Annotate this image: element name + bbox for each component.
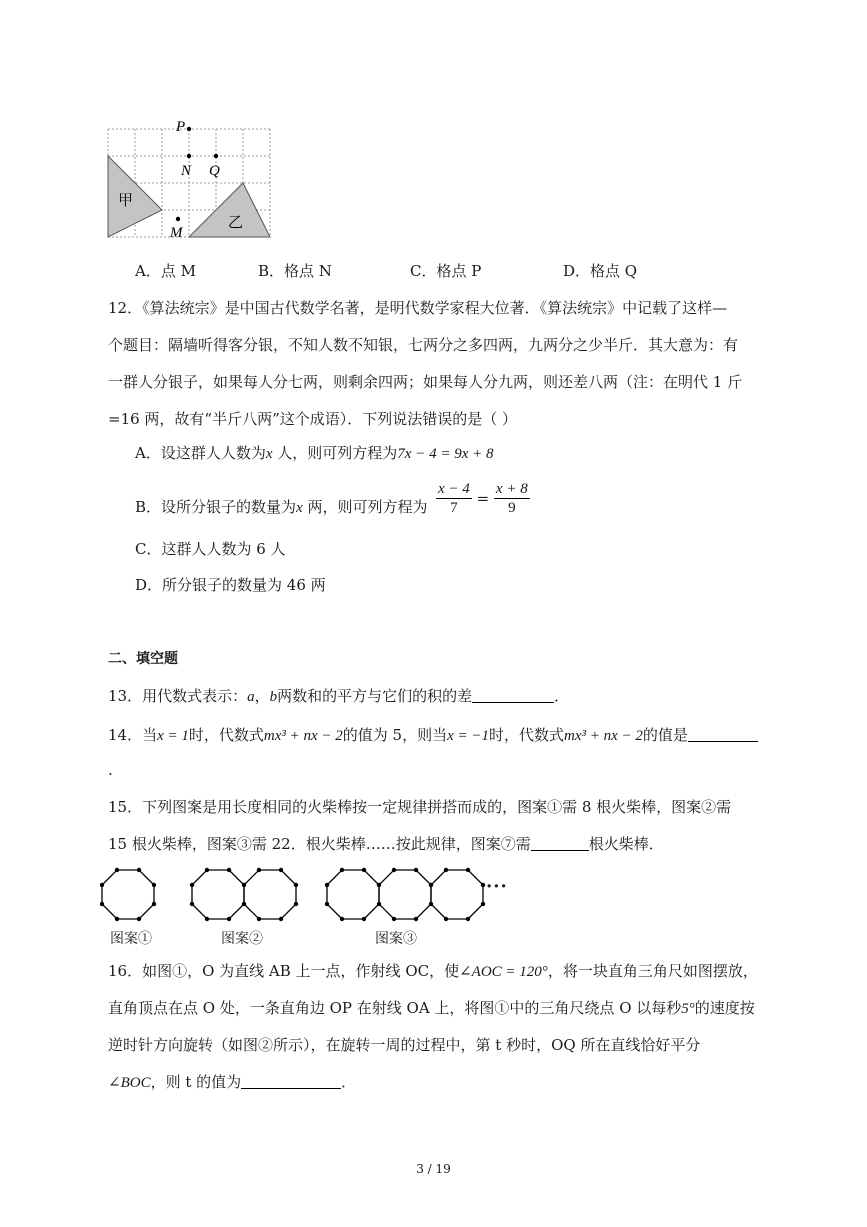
section-title: 二、填空题 — [108, 651, 178, 667]
q14-e2: mx³ + nx − 2 — [564, 728, 643, 744]
q15-line-1: 15．下列图案是用长度相同的火柴棒按一定规律拼搭而成的，图案①需 8 根火柴棒，图案②需 — [108, 798, 732, 816]
q15-line-2 — [108, 834, 664, 854]
q14-e1: mx³ + nx − 2 — [263, 728, 343, 744]
pattern-1 — [102, 870, 154, 919]
label-n: N — [181, 163, 192, 179]
vertex-dot — [100, 883, 104, 887]
vertex-dot — [429, 902, 433, 906]
fraction-left — [436, 480, 472, 517]
point-n — [187, 154, 191, 158]
q16-angle-aoc: ∠AOC = 120° — [459, 964, 548, 980]
vertex-dot — [257, 868, 261, 872]
q12-line-3: 一群人分银子，如果每人分七两，则剩余四两；如果每人分九两，则还差八两（注：在明代 1 斤 — [108, 373, 743, 391]
vertex-dot — [377, 902, 381, 906]
label-q: Q — [209, 163, 220, 179]
q13 — [108, 686, 569, 707]
q12-option-a-var: x — [265, 446, 273, 462]
point-m — [176, 217, 180, 221]
q15-line-2b: 根火柴棒． — [588, 835, 664, 853]
vertex-dot — [190, 902, 194, 906]
q16-line-2 — [108, 998, 755, 1019]
q16-line-4 — [108, 1072, 356, 1093]
label-m: M — [170, 225, 183, 241]
vertex-dot — [481, 902, 485, 906]
vertex-dot — [137, 917, 141, 921]
pattern-3 — [327, 870, 483, 919]
vertex-dot — [466, 868, 470, 872]
vertex-dot — [392, 868, 396, 872]
vertex-dot — [481, 883, 485, 887]
vertex-dot — [294, 883, 298, 887]
vertex-dot — [205, 917, 209, 921]
q14-answer-blank[interactable] — [688, 726, 758, 742]
vertex-dot — [227, 868, 231, 872]
q12-option-b-equation — [436, 480, 530, 517]
q14-c2: x = −1 — [447, 728, 489, 744]
vertex-dot — [362, 868, 366, 872]
label-jia: 甲 — [118, 193, 134, 209]
q16-line-3: 逆时针方向旋转（如图②所示），在旋转一周的过程中，第 t 秒时，OQ 所在直线恰好平分 — [108, 1036, 701, 1054]
vertex-dot — [377, 883, 381, 887]
page-number: 3 / 19 — [416, 1162, 451, 1176]
vertex-dot — [205, 868, 209, 872]
vertex-dot — [242, 883, 246, 887]
q11-option-b: B．格点 N — [258, 262, 332, 280]
vertex-dot — [227, 917, 231, 921]
vertex-dot — [279, 868, 283, 872]
q12-option-a-equation: 7x − 4 = 9x + 8 — [397, 446, 494, 462]
q16-angle-boc: ∠BOC — [108, 1075, 151, 1091]
q12-option-a — [135, 443, 493, 464]
triangle-jia — [108, 156, 162, 237]
q12-line-2: 个题目：隔墙听得客分银，不知人数不知银，七两分之多四两，九两分之少半斤．其大意为：有 — [108, 336, 739, 354]
vertex-dot — [325, 883, 329, 887]
patterns-ellipsis: ··· — [486, 876, 508, 897]
pattern-2 — [192, 870, 296, 919]
fraction-right — [494, 480, 530, 517]
pattern-dots — [100, 868, 485, 921]
point-q — [214, 154, 218, 158]
vertex-dot — [414, 868, 418, 872]
q14-t4: 时，代数式 — [489, 726, 565, 744]
vertex-dot — [466, 917, 470, 921]
q16-line-1 — [108, 961, 758, 982]
q11-option-c: C．格点 P — [410, 262, 482, 280]
q12-line-4: =16 两，故有“半斤八两”这个成语）．下列说法错误的是（ ） — [108, 410, 518, 428]
q16-l1b: O 为直线 AB 上一点，作射线 OC，使 — [202, 962, 460, 980]
vertex-dot — [257, 917, 261, 921]
caption-pattern-1: 图案① — [110, 931, 152, 947]
q12-option-c: C．这群人人数为 6 人 — [135, 540, 286, 558]
vertex-dot — [362, 917, 366, 921]
vertex-dot — [444, 868, 448, 872]
vertex-dot — [340, 917, 344, 921]
q15-answer-blank[interactable] — [531, 835, 589, 851]
q12-option-b-mid: 两，则可列方程为 — [302, 498, 428, 516]
q14-t5: 的值是 — [642, 726, 688, 744]
label-yi: 乙 — [228, 215, 244, 231]
q11-option-d: D．格点 Q — [563, 262, 638, 280]
fraction-right-den: 9 — [508, 500, 516, 516]
vertex-dot — [242, 902, 246, 906]
vertex-dot — [115, 868, 119, 872]
vertex-dot — [429, 883, 433, 887]
grid-figure — [100, 112, 280, 247]
vertex-dot — [325, 902, 329, 906]
q16-l2end: 的速度按 — [694, 999, 755, 1017]
vertex-dot — [444, 917, 448, 921]
q12-option-a-text: A．设这群人人数为 — [135, 444, 266, 462]
q12-line-1: 12．《算法统宗》是中国古代数学名著，是明代数学家程大位著．《算法统宗》中记载了这样— — [108, 299, 728, 317]
vertex-dot — [152, 902, 156, 906]
vertex-dot — [294, 902, 298, 906]
vertex-dot — [152, 883, 156, 887]
q14-end: . — [108, 761, 113, 779]
q13-post: 两数和的平方与它们的积的差 — [277, 687, 473, 705]
caption-pattern-2: 图案② — [221, 931, 263, 947]
q12-option-a-mid: 人，则可列方程为 — [272, 444, 398, 462]
q13-a: a — [247, 689, 255, 705]
q13-pre: 13．用代数式表示： — [108, 687, 248, 705]
q13-sep: ， — [254, 687, 270, 705]
q16-l4end: ． — [341, 1073, 357, 1091]
q13-answer-blank[interactable] — [472, 687, 554, 703]
equals-sign: = — [476, 489, 490, 508]
fraction-left-den: 7 — [450, 500, 458, 516]
vertex-dot — [279, 917, 283, 921]
q13-b: b — [269, 689, 278, 705]
vertex-dot — [100, 902, 104, 906]
q12-option-b-text: B．设所分银子的数量为 — [135, 498, 297, 516]
vertex-dot — [392, 917, 396, 921]
fraction-left-num: x − 4 — [438, 481, 470, 497]
point-p — [187, 127, 191, 131]
q16-l4b: ，则 t 的值为 — [150, 1073, 242, 1091]
q16-degree: 5° — [681, 1001, 695, 1017]
q12-option-b — [135, 497, 427, 518]
vertex-dot — [414, 917, 418, 921]
fraction-right-num: x + 8 — [495, 481, 528, 497]
vertex-dot — [190, 883, 194, 887]
q16-l1d: ，将一块直角三角尺如图摆放， — [547, 962, 758, 980]
vertex-dot — [137, 868, 141, 872]
q14-t1: 14．当 — [108, 726, 158, 744]
q16-l2: 直角顶点在点 O 处，一条直角边 OP 在射线 OA 上，将图①中的三角尺绕点 O 以每秒 — [108, 999, 682, 1017]
q14-t3: 的值为 5，则当 — [342, 726, 448, 744]
vertex-dot — [115, 917, 119, 921]
caption-pattern-3: 图案③ — [375, 931, 417, 947]
q16-answer-blank[interactable] — [241, 1073, 341, 1089]
q11-option-a: A．点 M — [135, 262, 196, 280]
q14 — [108, 725, 758, 746]
q13-end: ． — [554, 687, 570, 705]
vertex-dot — [340, 868, 344, 872]
q15-line-2a: 15 根火柴棒，图案③需 22．根火柴棒……按此规律，图案⑦需 — [108, 835, 531, 853]
q12-option-d: D．所分银子的数量为 46 两 — [135, 576, 326, 594]
q12-option-b-var: x — [296, 500, 303, 516]
matchstick-patterns — [100, 862, 520, 932]
q14-c1: x = 1 — [157, 728, 189, 744]
label-p: P — [176, 119, 186, 135]
q16-l1a: 16．如图①， — [108, 962, 203, 980]
q14-t2: 时，代数式 — [188, 726, 264, 744]
